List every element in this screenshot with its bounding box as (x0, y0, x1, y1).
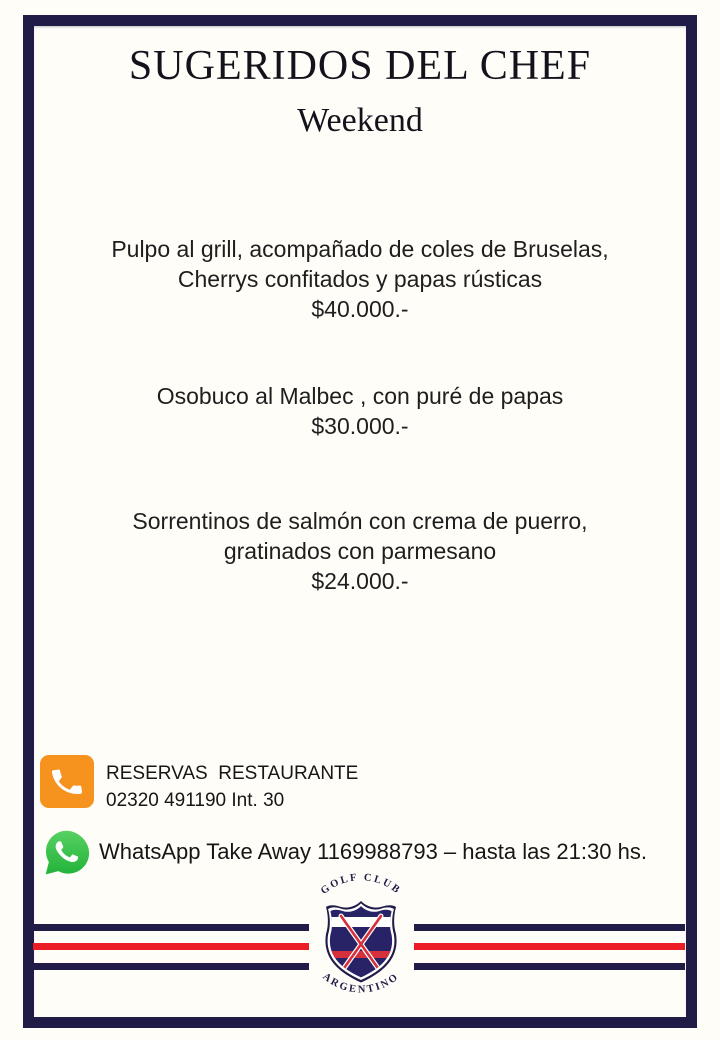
menu-item-line: Osobuco al Malbec , con puré de papas (156, 383, 564, 409)
shield-white-band (311, 917, 411, 927)
club-crest (311, 874, 411, 1006)
menu-item-price: $24.000.- (311, 568, 409, 594)
crest-shield (311, 901, 411, 983)
decorative-stripe (414, 924, 685, 931)
decorative-stripe (414, 963, 685, 970)
phone-handset-icon (47, 761, 88, 802)
reservations-phone: 02320 491190 Int. 30 (106, 790, 285, 811)
menu-item-line: Cherrys confitados y papas rústicas (177, 266, 543, 292)
decorative-stripe (33, 963, 309, 970)
menu-item-line: Pulpo al grill, acompañado de coles de Bruselas, (111, 236, 609, 262)
decorative-stripe (414, 943, 685, 950)
crest-top-text: GOLF CLUB (318, 872, 404, 897)
whatsapp-icon (41, 826, 92, 879)
menu-item (45, 381, 675, 441)
page-title: SUGERIDOS DEL CHEF (128, 43, 592, 89)
crest-bottom-text: ARGENTINO (320, 971, 402, 996)
reservations-label: RESERVAS RESTAURANTE (106, 763, 359, 784)
phone-icon (40, 755, 94, 808)
whatsapp-info: WhatsApp Take Away 1169988793 – hasta las 21:30 hs. (99, 839, 647, 864)
menu-item (45, 506, 675, 596)
menu-item-price: $40.000.- (311, 296, 409, 322)
whatsapp-logo-icon (41, 826, 92, 879)
menu-item (45, 234, 675, 324)
menu-item-price: $30.000.- (311, 413, 409, 439)
decorative-stripe (33, 943, 309, 950)
menu-subtitle: Weekend (297, 102, 423, 139)
reservations-block (106, 760, 358, 814)
menu-item-line: Sorrentinos de salmón con crema de puerro, (132, 508, 588, 534)
shield-red-stripe (311, 951, 411, 958)
menu-item-line: gratinados con parmesano (223, 538, 497, 564)
decorative-stripe (33, 924, 309, 931)
